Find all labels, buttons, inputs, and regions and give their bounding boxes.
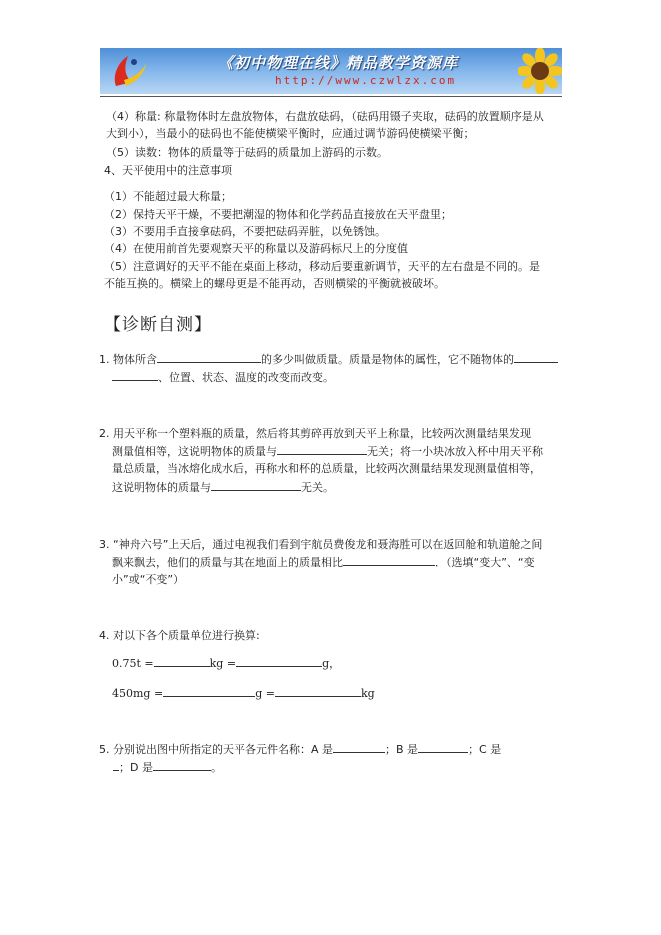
q5-text-b: ；B 是 xyxy=(385,743,419,756)
q4-r2-c: kg xyxy=(360,687,375,700)
q5-text-a: 5. 分别说出图中所指定的天平各元件名称：A 是 xyxy=(99,743,334,756)
q2-text-2a: 测量值相等，这说明物体的质量与 xyxy=(112,445,277,458)
q1-text-a: 1. 物体所含 xyxy=(99,353,157,366)
q4-r1-c: g， xyxy=(322,657,341,670)
sunflower-icon xyxy=(518,48,562,94)
q4-blank-1[interactable] xyxy=(154,655,210,667)
header-banner xyxy=(100,48,562,94)
q1-text-b: 的多少叫做质量。质量是物体的属性，它不随物体的 xyxy=(261,353,514,366)
precaution-3: （3）不要用手直接拿砝码，不要把砝码弄脏，以免锈蚀。 xyxy=(104,225,386,238)
question-4-title: 4. 对以下各个质量单位进行换算: xyxy=(99,629,260,642)
q5-blank-d[interactable] xyxy=(153,759,211,771)
question-2-line-4 xyxy=(112,479,334,495)
q4-r2-a: 450mg = xyxy=(112,687,164,700)
header-divider xyxy=(100,96,562,97)
precaution-1: （1）不能超过最大称量； xyxy=(104,190,232,203)
section-heading: 【诊断自测】 xyxy=(104,315,212,335)
question-3-line-1: 3. “神舟六号”上天后，通过电视我们看到宇航员费俊龙和聂海胜可以在返回舱和轨道舱之间 xyxy=(99,538,543,551)
q5-blank-a[interactable] xyxy=(333,741,385,753)
note-line-4: 4、天平使用中的注意事项 xyxy=(104,164,232,177)
q2-text-4a: 这说明物体的质量与 xyxy=(112,481,211,494)
q4-r1-a: 0.75t = xyxy=(112,657,154,670)
q4-blank-4[interactable] xyxy=(275,685,361,697)
question-2-line-1: 2. 用天平称一个塑料瓶的质量，然后将其剪碎再放到天平上称量，比较两次测量结果发现 xyxy=(99,427,531,440)
q5-text-d: ；D 是 xyxy=(119,761,153,774)
q1-blank-1[interactable] xyxy=(157,351,261,363)
precaution-5: （5）注意调好的天平不能在桌面上移动，移动后要重新调节，天平的左右盘是不同的。是 xyxy=(104,260,540,273)
q5-text-c: ；C 是 xyxy=(468,743,502,756)
q4-blank-2[interactable] xyxy=(236,655,322,667)
note-line-2: 大到小），当最小的砝码也不能使横梁平衡时，应通过调节游码使横梁平衡； xyxy=(106,127,475,140)
q4-r1-b: kg = xyxy=(209,657,237,670)
q1-text-c: 、位置、状态、温度的改变而改变。 xyxy=(158,371,334,384)
question-2-line-2 xyxy=(112,443,543,459)
q1-blank-2b[interactable] xyxy=(112,369,158,381)
question-5-line-2 xyxy=(113,759,222,775)
question-2-line-3: 量总质量，当冰熔化成水后，再称水和杯的总质量，比较两次测量结果发现测量值相等， xyxy=(112,462,541,475)
banner-title: 《初中物理在线》精品教学资源库 xyxy=(218,54,459,72)
banner-url: http://www.czwlzx.com xyxy=(275,74,457,87)
question-4-row-1 xyxy=(112,655,340,671)
q4-blank-3[interactable] xyxy=(163,685,255,697)
site-logo-icon xyxy=(110,52,150,90)
note-line-1: （4）称量: 称量物体时左盘放物体，右盘放砝码，（砝码用镊子夹取，砝码的放置顺序是从 xyxy=(106,110,544,123)
q5-blank-b[interactable] xyxy=(418,741,468,753)
q3-text-2b: ．（选填“变大”、“变 xyxy=(435,556,535,569)
q3-blank[interactable] xyxy=(343,554,435,566)
question-1-line-1 xyxy=(99,351,558,367)
q2-blank-1[interactable] xyxy=(277,443,367,455)
q2-text-4b: 无关。 xyxy=(301,481,334,494)
question-5-line-1 xyxy=(99,741,501,757)
question-1-line-2 xyxy=(112,369,334,385)
q5-text-e: 。 xyxy=(210,761,222,774)
precaution-6: 不能互换的。横梁上的螺母更是不能再动，否则横梁的平衡就被破坏。 xyxy=(104,277,445,290)
q2-text-2b: 无关；将一小块冰放入杯中用天平称 xyxy=(367,445,543,458)
precaution-4: （4）在使用前首先要观察天平的称量以及游码标尺上的分度值 xyxy=(104,242,408,255)
precaution-2: （2）保持天平干燥，不要把潮湿的物体和化学药品直接放在天平盘里； xyxy=(104,208,452,221)
q2-blank-2[interactable] xyxy=(211,479,301,491)
q3-text-2a: 飘来飘去，他们的质量与其在地面上的质量相比 xyxy=(112,556,343,569)
q4-r2-b: g = xyxy=(255,687,275,700)
question-3-line-3: 小”或“不变”） xyxy=(112,573,185,586)
q1-blank-2a[interactable] xyxy=(514,351,558,363)
note-line-3: （5）读数：物体的质量等于砝码的质量加上游码的示数。 xyxy=(106,146,388,159)
question-4-row-2 xyxy=(112,685,375,701)
question-3-line-2 xyxy=(112,554,535,570)
